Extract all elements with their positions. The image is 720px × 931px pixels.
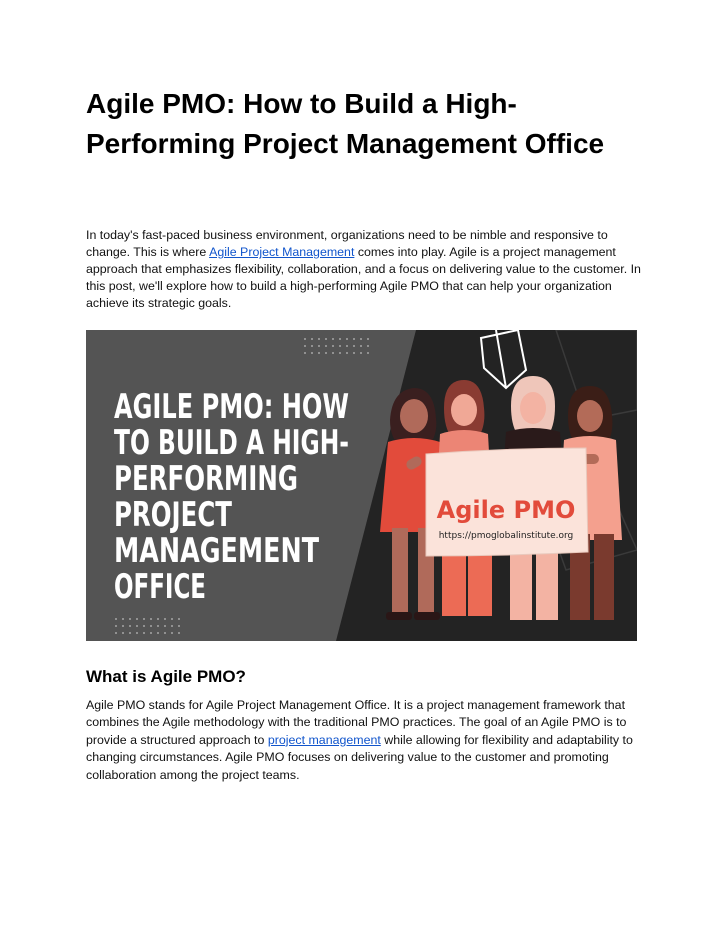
- intro-text-after-link: comes into play. Agile is a project management approach that emphasizes flexibility, collaboration, and a focus on delivering value to the customer. In this post, we'll explore how to build a high-performing Agile PMO that can help your organization achieve its strategic goals.: [86, 245, 641, 310]
- dot-grid-top: [302, 334, 372, 358]
- banner-url: https://pmoglobalinstitute.org: [438, 531, 574, 541]
- section-paragraph: [86, 697, 646, 784]
- project-management-link[interactable]: project management: [267, 732, 381, 747]
- dot-grid-bottom: [114, 614, 184, 638]
- banner-title: Agile PMO: [436, 496, 576, 524]
- hero-image: [86, 330, 637, 641]
- headline-line-6: OFFICE: [114, 567, 206, 607]
- article-title: Agile PMO: How to Build a High-Performing Project Management Office: [86, 88, 605, 159]
- agile-pmo-banner: [426, 448, 588, 556]
- intro-paragraph: [86, 227, 646, 312]
- headline-line-3: PERFORMING: [114, 459, 298, 499]
- headline-line-1: AGILE PMO: HOW: [114, 387, 349, 427]
- headline-line-4: PROJECT: [114, 495, 233, 535]
- section-text-after-link: while allowing for flexibility and adaptability to changing circumstances. Agile PMO focuses on delivering value to the customer and promoting collaboration among the project teams.: [86, 732, 633, 782]
- intro-text-before-link: In today's fast-paced business environment, organizations need to be nimble and responsive to change. This is where: [86, 228, 608, 259]
- section-text-before-link: Agile PMO stands for Agile Project Management Office. It is a project management framework that combines the Agile methodology with the traditional PMO practices. The goal of an Agile PMO is to provide a structured approach to: [86, 698, 627, 747]
- headline-line-5: MANAGEMENT: [114, 531, 320, 571]
- section-heading: What is Agile PMO?: [86, 667, 246, 686]
- agile-project-management-link[interactable]: Agile Project Management: [209, 245, 355, 259]
- headline-line-2: TO BUILD A HIGH-: [114, 423, 349, 463]
